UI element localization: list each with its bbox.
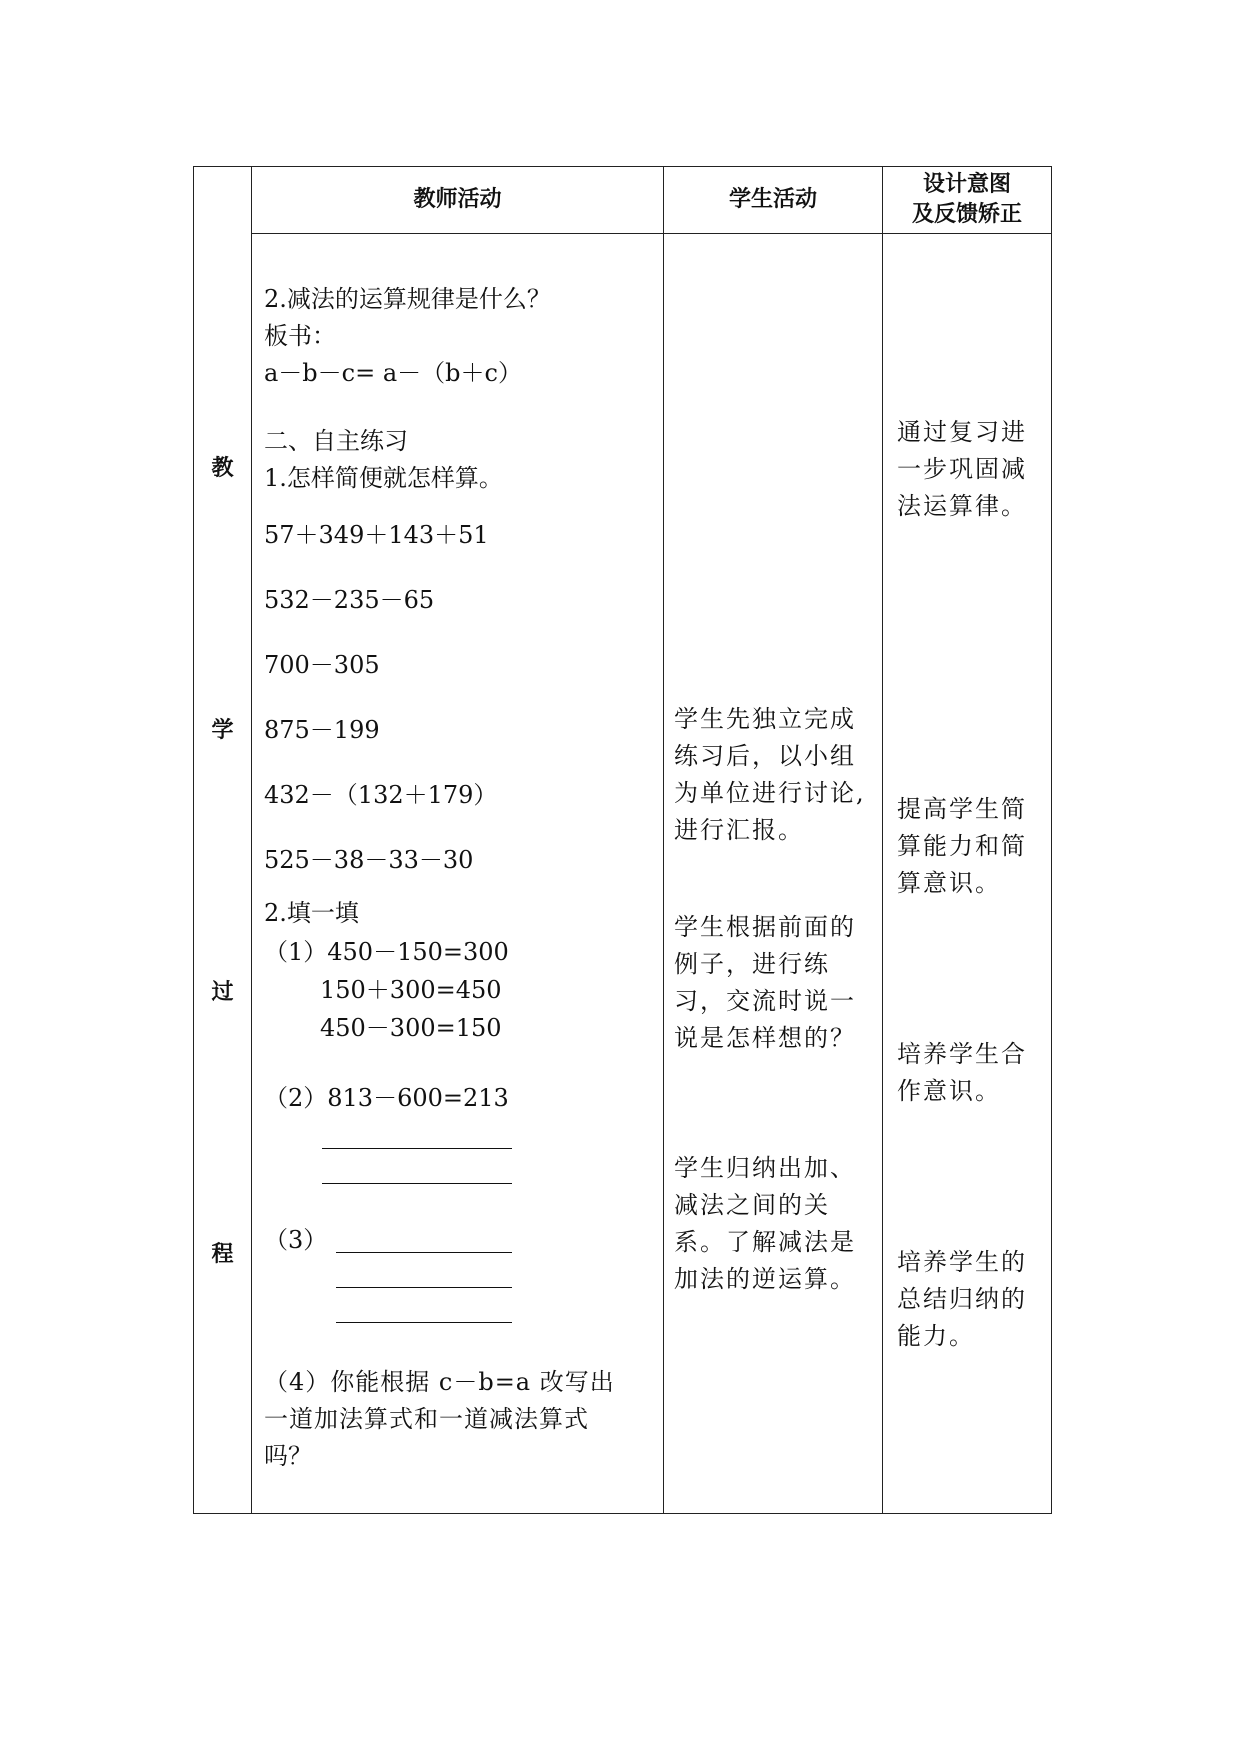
- fill3-blank-line[interactable]: [336, 1287, 512, 1288]
- task2-title: 2.填一填: [264, 899, 359, 927]
- design-intent-3: 培养学生合作意识。: [897, 1040, 1027, 1105]
- header-student-activity: 学生活动: [728, 187, 817, 212]
- column-divider: [882, 167, 883, 1513]
- lesson-table: [193, 166, 1052, 1514]
- fill1-line2: 150＋300=450: [320, 976, 502, 1004]
- column-divider: [251, 167, 252, 1513]
- fill4-line1: （4）你能根据 c－b=a 改写出: [264, 1368, 615, 1396]
- exercise-item: 525－38－33－30: [264, 846, 474, 874]
- header-design-line1: 设计意图: [922, 172, 1011, 197]
- fill4-line2: 一道加法算式和一道减法算式: [264, 1405, 589, 1433]
- side-label-xue: 学: [211, 718, 234, 743]
- exercise-item: 700－305: [264, 651, 380, 679]
- student-activity-1: 学生先独立完成练习后，以小组为单位进行讨论,进行汇报。: [674, 705, 866, 844]
- student-activity-2: 学生根据前面的例子，进行练习，交流时说一说是怎样想的？: [674, 913, 856, 1052]
- fill1-line1: （1）450－150=300: [264, 938, 509, 966]
- fill3-blank-line[interactable]: [336, 1252, 512, 1253]
- design-intent-4: 培养学生的总结归纳的能力。: [897, 1248, 1027, 1350]
- exercise-item: 432－（132＋179）: [264, 781, 498, 809]
- exercise-item: 57＋349＋143＋51: [264, 521, 489, 549]
- side-label-jiao: 教: [211, 456, 234, 481]
- exercise-item: 532－235－65: [264, 586, 435, 614]
- fill1-line3: 450－300=150: [320, 1014, 502, 1042]
- fill3-blank-line[interactable]: [336, 1322, 512, 1323]
- section-title: 二、自主练习: [264, 427, 408, 455]
- fill2-blank-line[interactable]: [322, 1183, 512, 1184]
- fill2-blank-line[interactable]: [322, 1148, 512, 1149]
- design-intent-2: 提高学生简算能力和简算意识。: [897, 795, 1027, 897]
- student-activity-3: 学生归纳出加、减法之间的关系。了解减法是加法的逆运算。: [674, 1154, 856, 1293]
- task1-title: 1.怎样简便就怎样算。: [264, 464, 503, 492]
- design-intent-1: 通过复习进一步巩固减法运算律。: [897, 418, 1027, 520]
- header-teacher-activity: 教师活动: [413, 187, 502, 212]
- review-question: 2.减法的运算规律是什么？: [264, 285, 551, 313]
- fill2-equation: （2）813－600=213: [264, 1084, 509, 1112]
- column-divider: [663, 167, 664, 1513]
- board-formula: a－b－c= a－（b＋c）: [264, 359, 522, 387]
- header-design-line2: 及反馈矫正: [911, 202, 1022, 227]
- board-label: 板书：: [264, 322, 336, 350]
- side-label-cheng: 程: [211, 1242, 234, 1267]
- exercise-item: 875－199: [264, 716, 380, 744]
- header-design-intent: [883, 167, 1051, 233]
- side-label-guo: 过: [211, 980, 234, 1005]
- fill4-line3: 吗？: [264, 1442, 312, 1470]
- header-divider: [251, 233, 1051, 234]
- fill3-label: （3）: [264, 1226, 328, 1254]
